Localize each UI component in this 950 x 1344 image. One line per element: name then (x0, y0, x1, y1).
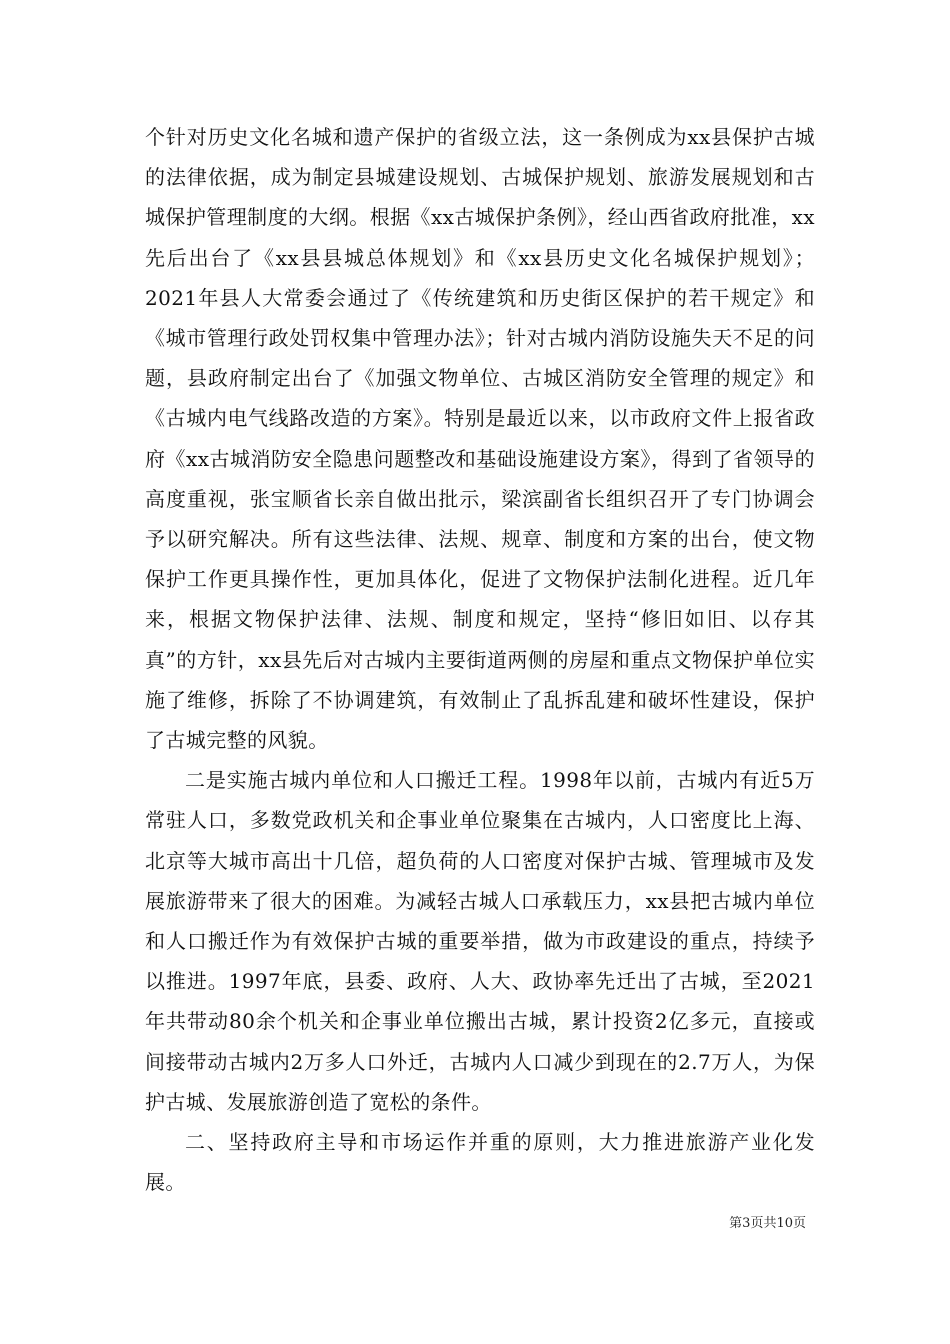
section-heading-tourism: 二、坚持政府主导和市场运作并重的原则，大力推进旅游产业化发展。 (145, 1130, 815, 1195)
page-number: 第3页共10页 (729, 1216, 806, 1231)
paragraph-relocation-project: 二是实施古城内单位和人口搬迁工程。1998年以前，古城内有近5万常驻人口，多数党政机关和企事业单位聚集在古城内，人口密度比上海、北京等大城市高出十几倍，超负荷的人口密度对保护古城、管理城市及发展旅游带来了很大的困难。为减轻古城人口承载压力，xx县把古城内单位和人口搬迁作为有效保护古城的重要举措，做为市政建设的重点，持续予以推进。1997年底，县委、政府、人大、政协率先迁出了古城，至2021年共带动80余个机关和企事业单位搬出古城，累计投资2亿多元，直接或间接带动古城内2万多人口外迁，古城内人口减少到现在的2.7万人，为保护古城、发展旅游创造了宽松的条件。 (145, 768, 815, 1114)
document-body (145, 117, 815, 1202)
paragraph-continuation: 个针对历史文化名城和遗产保护的省级立法，这一条例成为xx县保护古城的法律依据，成为制定县城建设规划、古城保护规划、旅游发展规划和古城保护管理制度的大纲。根据《xx古城保护条例》，经山西省政府批准，xx先后出台了《xx县县城总体规划》和《xx县历史文化名城保护规划》；2021年县人大常委会通过了《传统建筑和历史街区保护的若干规定》和《城市管理行政处罚权集中管理办法》；针对古城内消防设施失天不足的问题，县政府制定出台了《加强文物单位、古城区消防安全管理的规定》和《古城内电气线路改造的方案》。特别是最近以来，以市政府文件上报省政府《xx古城消防安全隐患问题整改和基础设施建设方案》，得到了省领导的高度重视，张宝顺省长亲自做出批示，梁滨副省长组织召开了专门协调会予以研究解决。所有这些法律、法规、规章、制度和方案的出台，使文物保护工作更具操作性，更加具体化，促进了文物保护法制化进程。近几年来，根据文物保护法律、法规、制度和规定，坚持“修旧如旧、以存其真”的方针，xx县先后对古城内主要街道两侧的房屋和重点文物保护单位实施了维修，拆除了不协调建筑，有效制止了乱拆乱建和破坏性建设，保护了古城完整的风貌。 (145, 125, 815, 753)
